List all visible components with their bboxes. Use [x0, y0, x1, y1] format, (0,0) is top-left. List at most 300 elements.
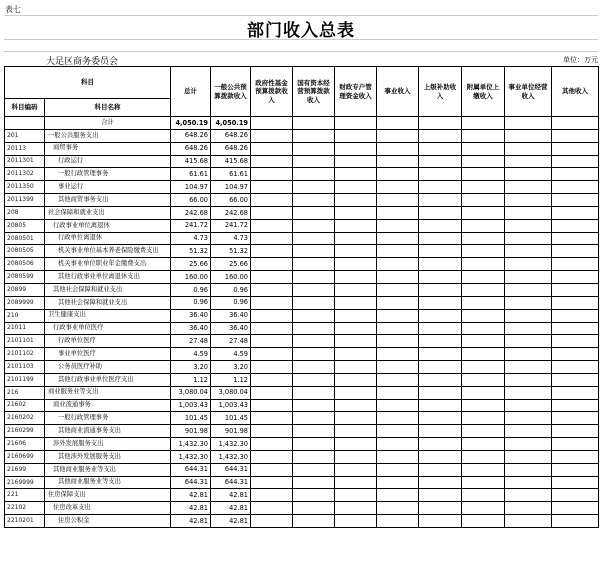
empty-cell: [462, 168, 505, 181]
empty-cell: [462, 245, 505, 258]
empty-cell: [251, 309, 293, 322]
subject-code: 21011: [5, 322, 45, 335]
empty-cell: [335, 206, 377, 219]
empty-cell: [293, 245, 335, 258]
empty-cell: [552, 399, 599, 412]
empty-cell: [552, 283, 599, 296]
empty-cell: [335, 450, 377, 463]
subject-code: 2101103: [5, 361, 45, 374]
subject-name: 其他涉外发展服务支出: [45, 450, 171, 463]
empty-cell: [505, 155, 552, 168]
subject-name: 一般行政管理事务: [45, 412, 171, 425]
table-row: [5, 515, 599, 528]
subject-name: 行政事业单位医疗: [45, 322, 171, 335]
empty-cell: [377, 168, 419, 181]
total-amount: 415.68: [171, 155, 211, 168]
empty-cell: [335, 348, 377, 361]
empty-cell: [251, 489, 293, 502]
empty-cell: [251, 476, 293, 489]
subject-name: 行政事业单位离退休: [45, 219, 171, 232]
table-row: [5, 309, 599, 322]
empty-cell: [419, 450, 462, 463]
empty-cell: [462, 502, 505, 515]
empty-cell: [293, 117, 335, 130]
empty-cell: [462, 476, 505, 489]
empty-cell: [293, 283, 335, 296]
subject-code: 221: [5, 489, 45, 502]
general-budget-amount: 66.00: [211, 194, 251, 207]
empty-cell: [552, 425, 599, 438]
general-budget-amount: 1,003.43: [211, 399, 251, 412]
general-budget-amount: 101.45: [211, 412, 251, 425]
header-superior-subsidy: 上级补助收入: [419, 67, 462, 117]
empty-cell: [419, 206, 462, 219]
empty-cell: [377, 322, 419, 335]
empty-cell: [462, 322, 505, 335]
general-budget-amount: 4,050.19: [211, 117, 251, 130]
empty-cell: [335, 232, 377, 245]
table-row: [5, 425, 599, 438]
table-row: [5, 450, 599, 463]
header-code: 科目编码: [5, 99, 45, 117]
subject-name: 商业流通事务: [45, 399, 171, 412]
empty-cell: [377, 335, 419, 348]
empty-cell: [552, 219, 599, 232]
empty-cell: [293, 155, 335, 168]
empty-cell: [251, 361, 293, 374]
empty-cell: [377, 425, 419, 438]
subject-code: 2011399: [5, 194, 45, 207]
table-row: [5, 438, 599, 451]
empty-cell: [335, 322, 377, 335]
general-budget-amount: 25.66: [211, 258, 251, 271]
empty-cell: [552, 373, 599, 386]
table-row: [5, 502, 599, 515]
subject-code: 2160299: [5, 425, 45, 438]
subject-name: 事业单位医疗: [45, 348, 171, 361]
empty-cell: [419, 155, 462, 168]
subject-name: 住房改革支出: [45, 502, 171, 515]
subject-code: 2011350: [5, 181, 45, 194]
empty-cell: [335, 425, 377, 438]
empty-cell: [419, 489, 462, 502]
empty-cell: [462, 335, 505, 348]
empty-cell: [335, 489, 377, 502]
empty-cell: [462, 283, 505, 296]
empty-cell: [505, 309, 552, 322]
empty-cell: [419, 309, 462, 322]
empty-cell: [419, 348, 462, 361]
empty-cell: [251, 502, 293, 515]
empty-cell: [505, 296, 552, 309]
header-state-capital: 国有资本经营预算拨款收入: [293, 67, 335, 117]
table-row: [5, 271, 599, 284]
empty-cell: [377, 386, 419, 399]
table-row: [5, 245, 599, 258]
empty-cell: [552, 245, 599, 258]
empty-cell: [293, 373, 335, 386]
empty-cell: [419, 296, 462, 309]
empty-cell: [293, 142, 335, 155]
table-row: [5, 489, 599, 502]
empty-cell: [293, 476, 335, 489]
subject-name: 其他商业服务业等支出: [45, 476, 171, 489]
empty-cell: [251, 412, 293, 425]
empty-cell: [505, 515, 552, 528]
empty-cell: [251, 181, 293, 194]
empty-cell: [552, 258, 599, 271]
total-amount: 4,050.19: [171, 117, 211, 130]
subject-name: 住房公积金: [45, 515, 171, 528]
empty-cell: [293, 271, 335, 284]
empty-cell: [251, 129, 293, 142]
general-budget-amount: 0.96: [211, 283, 251, 296]
empty-cell: [377, 373, 419, 386]
empty-cell: [335, 168, 377, 181]
empty-cell: [251, 373, 293, 386]
subject-name: 行政单位医疗: [45, 335, 171, 348]
subject-name: 事业运行: [45, 181, 171, 194]
total-amount: 104.97: [171, 181, 211, 194]
empty-cell: [505, 271, 552, 284]
empty-cell: [552, 129, 599, 142]
subject-code: 21699: [5, 463, 45, 476]
table-row: [5, 361, 599, 374]
table-row: [5, 129, 599, 142]
empty-cell: [505, 168, 552, 181]
empty-cell: [293, 489, 335, 502]
empty-cell: [419, 142, 462, 155]
header-subject: 科目: [5, 67, 171, 99]
total-amount: 42.81: [171, 489, 211, 502]
empty-cell: [377, 206, 419, 219]
empty-cell: [552, 515, 599, 528]
table-row: [5, 181, 599, 194]
grid-line: [4, 51, 598, 52]
empty-cell: [419, 117, 462, 130]
empty-cell: [419, 335, 462, 348]
subject-code: 201: [5, 129, 45, 142]
table-row: [5, 283, 599, 296]
empty-cell: [505, 425, 552, 438]
empty-cell: [505, 361, 552, 374]
empty-cell: [293, 348, 335, 361]
empty-cell: [377, 155, 419, 168]
total-amount: 648.26: [171, 129, 211, 142]
empty-cell: [251, 438, 293, 451]
empty-cell: [293, 232, 335, 245]
empty-cell: [462, 258, 505, 271]
general-budget-amount: 1,432.30: [211, 438, 251, 451]
empty-cell: [505, 373, 552, 386]
empty-cell: [505, 502, 552, 515]
empty-cell: [462, 438, 505, 451]
empty-cell: [419, 361, 462, 374]
table-row: [5, 335, 599, 348]
empty-cell: [377, 463, 419, 476]
empty-cell: [293, 386, 335, 399]
empty-cell: [293, 361, 335, 374]
subject-name: 其他行政事业单位医疗支出: [45, 373, 171, 386]
subject-code: 2089999: [5, 296, 45, 309]
subject-code: 20113: [5, 142, 45, 155]
empty-cell: [552, 489, 599, 502]
general-budget-amount: 4.73: [211, 232, 251, 245]
total-amount: 61.61: [171, 168, 211, 181]
empty-cell: [505, 322, 552, 335]
empty-cell: [505, 117, 552, 130]
empty-cell: [293, 438, 335, 451]
table-row: [5, 348, 599, 361]
subject-code: 2080506: [5, 258, 45, 271]
total-amount: 0.96: [171, 296, 211, 309]
subject-code: 2169999: [5, 476, 45, 489]
empty-cell: [552, 450, 599, 463]
empty-cell: [419, 502, 462, 515]
empty-cell: [335, 194, 377, 207]
empty-cell: [462, 463, 505, 476]
general-budget-amount: 242.68: [211, 206, 251, 219]
header-general-budget: 一般公共预算拨款收入: [211, 67, 251, 117]
empty-cell: [251, 463, 293, 476]
empty-cell: [377, 258, 419, 271]
empty-cell: [419, 412, 462, 425]
empty-cell: [293, 502, 335, 515]
empty-cell: [462, 232, 505, 245]
empty-cell: [462, 412, 505, 425]
empty-cell: [462, 489, 505, 502]
empty-cell: [505, 463, 552, 476]
header-name: 科目名称: [45, 99, 171, 117]
general-budget-amount: 241.72: [211, 219, 251, 232]
table-row: [5, 206, 599, 219]
empty-cell: [377, 194, 419, 207]
empty-cell: [251, 335, 293, 348]
empty-cell: [377, 412, 419, 425]
empty-cell: [505, 258, 552, 271]
empty-cell: [505, 219, 552, 232]
general-budget-amount: 160.00: [211, 271, 251, 284]
empty-cell: [419, 219, 462, 232]
empty-cell: [505, 181, 552, 194]
empty-cell: [251, 168, 293, 181]
empty-cell: [293, 450, 335, 463]
total-amount: 1,432.30: [171, 438, 211, 451]
empty-cell: [251, 386, 293, 399]
general-budget-amount: 4.59: [211, 348, 251, 361]
empty-cell: [335, 476, 377, 489]
empty-cell: [251, 450, 293, 463]
empty-cell: [293, 463, 335, 476]
empty-cell: [505, 129, 552, 142]
subject-code: 2011301: [5, 155, 45, 168]
subject-name: 其他商业流通事务支出: [45, 425, 171, 438]
empty-cell: [462, 181, 505, 194]
empty-cell: [419, 476, 462, 489]
empty-cell: [552, 412, 599, 425]
empty-cell: [552, 296, 599, 309]
general-budget-amount: 648.26: [211, 142, 251, 155]
empty-cell: [377, 399, 419, 412]
empty-cell: [293, 129, 335, 142]
empty-cell: [552, 168, 599, 181]
empty-cell: [462, 361, 505, 374]
subject-code: 2080505: [5, 245, 45, 258]
empty-cell: [505, 412, 552, 425]
empty-cell: [505, 386, 552, 399]
general-budget-amount: 1,432.30: [211, 450, 251, 463]
general-budget-amount: 415.68: [211, 155, 251, 168]
empty-cell: [335, 361, 377, 374]
empty-cell: [552, 463, 599, 476]
total-amount: 160.00: [171, 271, 211, 284]
general-budget-amount: 36.40: [211, 309, 251, 322]
empty-cell: [293, 425, 335, 438]
empty-cell: [293, 296, 335, 309]
table-row: [5, 232, 599, 245]
empty-cell: [251, 142, 293, 155]
empty-cell: [505, 142, 552, 155]
empty-cell: [335, 258, 377, 271]
empty-cell: [505, 450, 552, 463]
general-budget-amount: 42.81: [211, 502, 251, 515]
income-table: [4, 66, 599, 528]
subject-name: 涉外发展服务支出: [45, 438, 171, 451]
empty-cell: [335, 142, 377, 155]
subject-name: 其他商业服务业等支出: [45, 463, 171, 476]
table-row: [5, 296, 599, 309]
total-amount: 36.40: [171, 309, 211, 322]
total-amount: 51.32: [171, 245, 211, 258]
total-amount: 901.98: [171, 425, 211, 438]
empty-cell: [251, 515, 293, 528]
empty-cell: [251, 296, 293, 309]
subject-code: 20805: [5, 219, 45, 232]
subject-code: 208: [5, 206, 45, 219]
total-amount: 36.40: [171, 322, 211, 335]
empty-cell: [462, 296, 505, 309]
empty-cell: [462, 129, 505, 142]
empty-cell: [462, 373, 505, 386]
empty-cell: [251, 258, 293, 271]
empty-cell: [335, 296, 377, 309]
empty-cell: [419, 271, 462, 284]
empty-cell: [505, 348, 552, 361]
empty-cell: [251, 206, 293, 219]
empty-cell: [505, 283, 552, 296]
total-amount: 644.31: [171, 463, 211, 476]
empty-cell: [552, 142, 599, 155]
general-budget-amount: 648.26: [211, 129, 251, 142]
subject-code: 2080599: [5, 271, 45, 284]
general-budget-amount: 3.20: [211, 361, 251, 374]
empty-cell: [462, 425, 505, 438]
empty-cell: [251, 245, 293, 258]
total-amount: 242.68: [171, 206, 211, 219]
empty-cell: [505, 232, 552, 245]
empty-cell: [335, 245, 377, 258]
subject-code: 216: [5, 386, 45, 399]
empty-cell: [462, 399, 505, 412]
empty-cell: [377, 476, 419, 489]
empty-cell: [335, 181, 377, 194]
subject-code: [5, 117, 45, 130]
subject-code: 210: [5, 309, 45, 322]
empty-cell: [335, 373, 377, 386]
empty-cell: [377, 117, 419, 130]
empty-cell: [377, 219, 419, 232]
empty-cell: [419, 373, 462, 386]
subject-name: 其他社会保障和就业支出: [45, 296, 171, 309]
total-amount: 25.66: [171, 258, 211, 271]
empty-cell: [552, 155, 599, 168]
empty-cell: [377, 181, 419, 194]
total-amount: 101.45: [171, 412, 211, 425]
empty-cell: [462, 194, 505, 207]
header-total: 总计: [171, 67, 211, 117]
empty-cell: [552, 386, 599, 399]
empty-cell: [251, 117, 293, 130]
empty-cell: [419, 283, 462, 296]
table-row: [5, 258, 599, 271]
empty-cell: [419, 129, 462, 142]
empty-cell: [505, 476, 552, 489]
empty-cell: [552, 348, 599, 361]
subject-name: 机关事业单位基本养老保险缴费支出: [45, 245, 171, 258]
total-amount: 648.26: [171, 142, 211, 155]
empty-cell: [505, 194, 552, 207]
empty-cell: [552, 232, 599, 245]
empty-cell: [552, 438, 599, 451]
empty-cell: [377, 438, 419, 451]
general-budget-amount: 1.12: [211, 373, 251, 386]
empty-cell: [552, 502, 599, 515]
empty-cell: [293, 181, 335, 194]
empty-cell: [377, 502, 419, 515]
total-amount: 1,432.30: [171, 450, 211, 463]
empty-cell: [251, 271, 293, 284]
empty-cell: [552, 335, 599, 348]
grid-line: [4, 39, 598, 40]
empty-cell: [251, 425, 293, 438]
general-budget-amount: 61.61: [211, 168, 251, 181]
empty-cell: [377, 515, 419, 528]
empty-cell: [293, 412, 335, 425]
table-row: [5, 155, 599, 168]
empty-cell: [419, 181, 462, 194]
header-operating-income: 事业单位经营收入: [505, 67, 552, 117]
general-budget-amount: 901.98: [211, 425, 251, 438]
empty-cell: [552, 181, 599, 194]
empty-cell: [419, 232, 462, 245]
header-affiliated-income: 附属单位上缴收入: [462, 67, 505, 117]
empty-cell: [377, 283, 419, 296]
empty-cell: [377, 348, 419, 361]
empty-cell: [552, 271, 599, 284]
empty-cell: [419, 386, 462, 399]
table-row: [5, 463, 599, 476]
subject-name: 公务员医疗补助: [45, 361, 171, 374]
empty-cell: [462, 117, 505, 130]
empty-cell: [293, 219, 335, 232]
empty-cell: [293, 258, 335, 271]
empty-cell: [293, 515, 335, 528]
subject-code: 20899: [5, 283, 45, 296]
empty-cell: [505, 489, 552, 502]
empty-cell: [335, 515, 377, 528]
empty-cell: [377, 489, 419, 502]
empty-cell: [377, 296, 419, 309]
